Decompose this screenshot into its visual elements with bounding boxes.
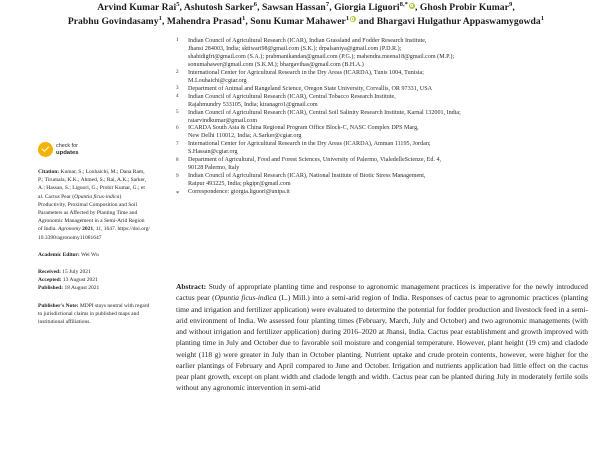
publication-date-value: 15 July 2021 <box>60 269 91 276</box>
citation-year: 2021 <box>80 226 94 233</box>
affiliation-line: International Center for Agricultural Research in the Dry Areas (ICARDA), Tunis 1004, Tunisia; <box>188 69 424 76</box>
publishers-note-block <box>38 302 150 327</box>
author-affiliation-marker: 6 <box>253 0 258 8</box>
publication-dates-block <box>38 268 150 293</box>
abstract-text-part2: (L.) Mill.) into a semi-arid region of India. Responses of cactus pear to agronomic practices (planting time and irrigation and fertilizer application) were evaluated to determine the potential for fodder production and livestock feed in a semi-arid environment of India. We assessed four planting times (February, March, July and October) and two agronomic managements (with and without irrigation and fertilizer application) during 2016–2020 at Jhansi, India. Cactus pear establishment and growth improved with planting time in July and October due to favorable soil moisture and congenial temperature. However, plant height (19 cm) and cladode weight (118 g) were greater in July than in October planting. Nutrient uptake and crude protein contents, however, were higher for the earlier plantings of February and April compared to June and October. Irrigation and nutrients application had little effect on the cactus pear plant growth, except on plant width and cladode length and width. Cactus pear can be planted during July in moderately fertile soils without any agronomic intervention in semi-arid <box>176 293 588 393</box>
affiliation-marker: 7 <box>176 140 179 147</box>
affiliation-entry <box>176 189 588 197</box>
citation-authors: Kumar, S.; Louhaichi, M.; Dana Ram, P.; Tirumala, K.K.; Ahmed, S.; Rai, A.K.; Sarker, A.; Hassan, S.; Liguori, G.; Probir Kumar, G.; et al. <box>38 169 147 200</box>
affiliation-line: Indian Council of Agricultural Research (ICAR), Central Soil Salinity Research Institute, Karnal 132001, India; <box>188 109 461 116</box>
author-list <box>36 1 576 28</box>
author-name: Prabhu Govindasamy <box>67 15 159 27</box>
affiliation-entry <box>176 110 588 126</box>
checkmark-icon <box>38 142 53 157</box>
abstract-label: Abstract: <box>176 282 207 291</box>
affiliation-entry <box>176 157 588 173</box>
affiliation-marker: 2 <box>176 69 179 76</box>
affiliation-line: New Delhi 110012, India; A.Sarker@cgiar.org <box>188 133 302 140</box>
abstract <box>176 281 588 394</box>
affiliation-line: 90128 Palermo, Italy <box>188 165 240 172</box>
publication-date-label: Published: <box>38 285 64 292</box>
author-name: Ghosh Probir Kumar <box>419 2 509 13</box>
affiliation-marker: * <box>176 189 180 197</box>
affiliation-entry <box>176 86 588 94</box>
academic-editor-block <box>38 251 150 259</box>
check-for-updates-label <box>56 143 79 156</box>
affiliation-marker: 6 <box>176 124 179 131</box>
affiliation-line: M.Louhaichi@cgiar.org <box>188 77 247 84</box>
publication-date-row <box>38 268 150 276</box>
author-affiliation-marker: 1 <box>345 14 350 22</box>
author-name: Sonu Kumar Mahawer <box>250 15 346 27</box>
affiliation-line: International Center for Agricultural Research in the Dry Areas (ICARDA), Amman 11195, Jordan; <box>188 141 431 148</box>
affiliation-line: shahidigfri@gmail.com (S.A.); prabmanikandan@gmail.com (P.G.); mahendra.meena18@gmail.com (M.P.); <box>188 53 455 60</box>
academic-editor-value: Wei Wu <box>79 251 99 258</box>
author-name: Bhargavi Hulgathur Appaswamygowda <box>376 15 541 27</box>
affiliation-line: Indian Council of Agricultural Research (ICAR), Central Tobacco Research Institute, <box>188 93 396 100</box>
author-affiliation-marker: 1 <box>540 14 545 22</box>
publishers-note-label: Publisher's Note: <box>38 302 79 309</box>
check-for-updates-line2: updates <box>56 149 79 156</box>
author-affiliation-marker: 5 <box>176 0 180 8</box>
publication-date-row <box>38 276 150 284</box>
affiliation-line: raiarvindkumar@gmail.com <box>188 117 258 124</box>
citation-pages: , 1647. <box>100 226 117 233</box>
affiliation-entry <box>176 70 588 86</box>
affiliation-entry <box>176 125 588 141</box>
citation-doi-link[interactable]: https://doi.org/10.3390/agronomy11081647 <box>38 226 150 241</box>
affiliation-list <box>176 38 588 197</box>
author-affiliation-marker: 9 <box>508 0 513 8</box>
author-line-2: Prabhu Govindasamy$^1$, Mahendra Prasad$^1$, Sonu Kumar Mahawer$^1$ and Bhargavi Hulgathur Appaswamygowda$^1$ <box>67 14 545 27</box>
check-for-updates-line1: check for <box>56 143 78 150</box>
affiliation-entry <box>176 173 588 189</box>
academic-editor-label: Academic Editor: <box>38 251 80 258</box>
affiliation-marker: 1 <box>176 37 179 44</box>
affiliation-marker: 8 <box>176 156 179 163</box>
author-name: Arvind Kumar Rai <box>97 2 177 13</box>
publishers-note-text: MDPI stays neutral with regard to jurisdictional claims in published maps and institutional affiliations. <box>38 302 150 326</box>
orcid-icon[interactable] <box>350 16 356 22</box>
author-name: Giorgia Liguori <box>334 2 400 13</box>
check-for-updates-badge[interactable] <box>38 142 150 157</box>
citation-label: Citation: <box>38 169 60 175</box>
publication-date-label: Accepted: <box>38 277 62 284</box>
affiliation-marker: 3 <box>176 85 179 92</box>
affiliation-entry <box>176 141 588 157</box>
citation-block <box>38 168 150 242</box>
affiliation-line: Indian Council of Agricultural Research (ICAR), National Institute of Biotic Stress Management, <box>188 173 426 180</box>
publication-date-row <box>38 284 150 292</box>
citation-title-part1: Cactus Pear ( <box>44 193 75 200</box>
affiliation-line: Indian Council of Agricultural Research (ICAR), Indian Grassland and Fodder Research Institute, <box>188 38 427 44</box>
citation-title-part2: ) Productivity, Proximal Composition and Soil Parameters as Affected by Planting Time and Agronomic Management in a Semi-Arid Region of India. <box>38 193 145 233</box>
affiliation-marker: 4 <box>176 93 179 100</box>
author-line-1: Arvind Kumar Rai$^5$, Ashutosh Sarker$^6$, Sawsan Hassan$^7$, Giorgia Liguori$^{8,*}$ , Ghosh Probir Kumar$^9$, <box>97 0 515 13</box>
citation-volume: , 11 <box>93 226 101 233</box>
author-affiliation-marker: 7 <box>325 0 330 8</box>
abstract-text-part1: Study of appropriate planting time and response to agronomic management practices is imperative for the newly introduced cactus pear ( <box>176 282 588 303</box>
sidebar <box>38 142 150 335</box>
author-affiliation-marker: 1 <box>241 14 246 22</box>
affiliation-marker: 9 <box>176 172 179 179</box>
affiliation-entry <box>176 94 588 110</box>
author-name: Sawsan Hassan <box>261 2 326 13</box>
citation-journal: Agronomy <box>58 226 81 233</box>
affiliation-line: ICARDA South Asia & China Regional Program Office Block-C, NASC Complex DPS Marg, <box>188 125 419 132</box>
publication-date-value: 18 August 2021 <box>63 285 100 292</box>
author-name: Ashutosh Sarker <box>183 2 254 13</box>
affiliation-entry <box>176 38 588 70</box>
affiliation-line: S.Hassan@cgiar.org <box>188 149 238 156</box>
publication-date-value: 13 August 2021 <box>61 277 98 284</box>
citation-species: Opuntia ficus-indica <box>74 193 120 200</box>
affiliation-line: Department of Animal and Rangeland Science, Oregon State University, Corvallis, OR 97331, USA <box>188 85 432 92</box>
affiliation-line: Correspondence: giorgia.liguori@unipa.it <box>188 189 290 196</box>
affiliation-line: Raipur 493225, India; pkgipr@gmail.com <box>188 181 291 188</box>
author-affiliation-marker: 8,* <box>399 0 409 8</box>
affiliation-line: Department of Agricultural, Food and Forest Sciences, University of Palermo, VialedelleScienze, Ed. 4, <box>188 157 442 164</box>
author-affiliation-marker: 1 <box>158 14 162 22</box>
publication-date-label: Received: <box>38 269 61 276</box>
affiliation-line: Jhansi 284003, India; sktiwari98@gmail.com (S.K.); drpalsaniya@gmail.com (P.D.R.); <box>188 45 402 52</box>
orcid-icon[interactable] <box>409 3 415 9</box>
affiliation-line: Rajahmundry 533105, India; kiranagro1@gmail.com <box>188 101 318 108</box>
affiliation-line: sonumahawer@gmail.com (S.K.M.); bhargavihas@gmail.com (B.H.A.) <box>188 61 364 68</box>
abstract-species-name: Opuntia ficus-indica <box>214 293 277 303</box>
affiliation-marker: 5 <box>176 108 179 115</box>
author-name: Mahendra Prasad <box>166 15 242 27</box>
